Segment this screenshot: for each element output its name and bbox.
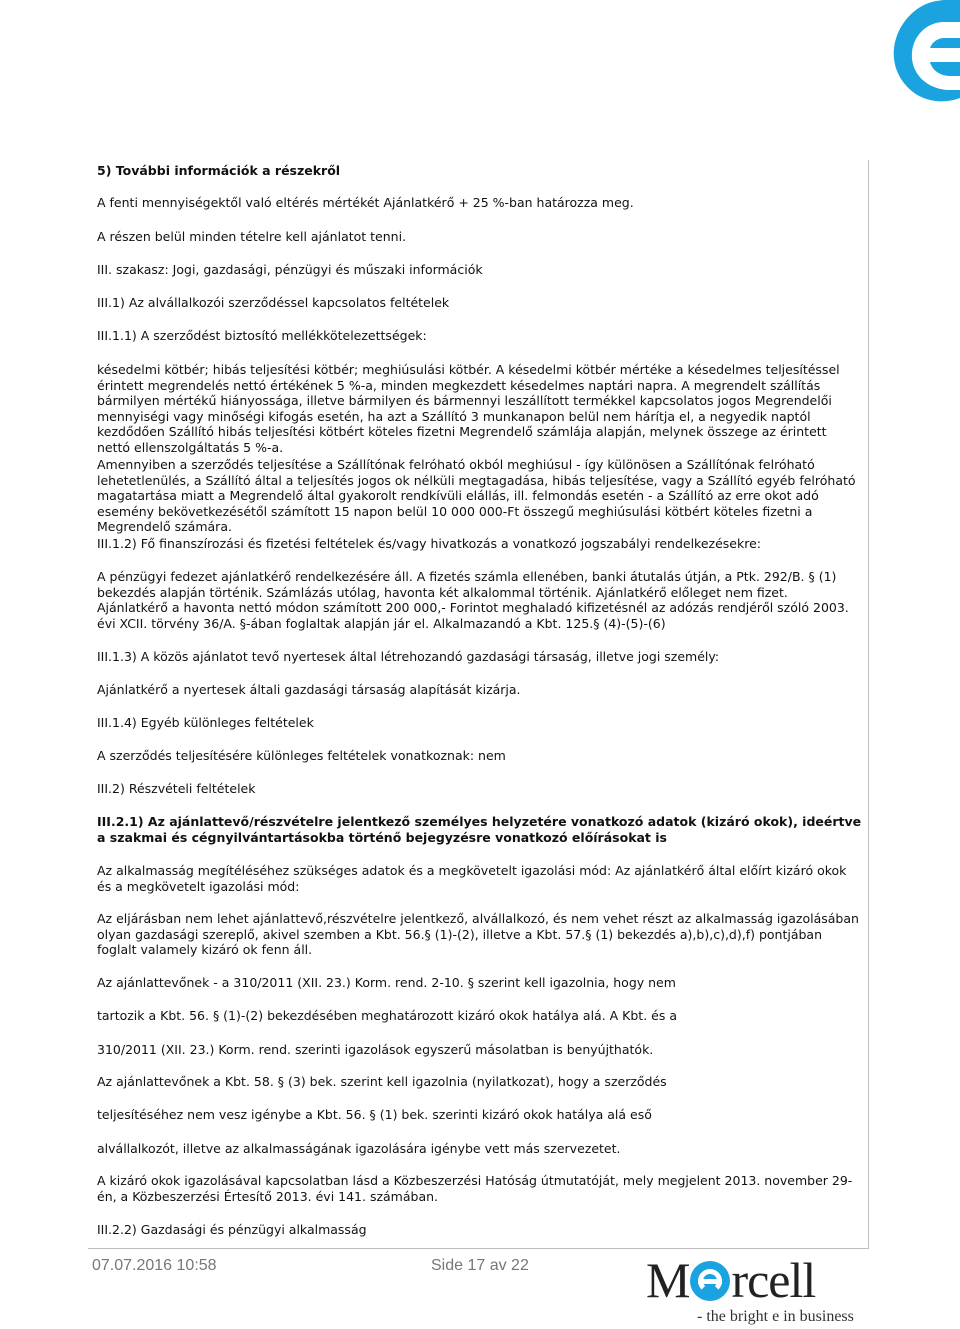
paragraph: Az alkalmasság megítéléséhez szükséges adatok és a megkövetelt igazolási mód: Az ajánlatkérő által előírt kizáró okok és a megkövetelt igazolási mód:	[97, 863, 847, 894]
paragraph: III.2) Részvételi feltételek	[97, 781, 256, 796]
paragraph: III.2.2) Gazdasági és pénzügyi alkalmasság	[97, 1222, 367, 1237]
company-logo-icon	[840, 0, 960, 110]
paragraph: III.1) Az alvállalkozói szerződéssel kapcsolatos feltételek	[97, 295, 450, 310]
paragraph: A szerződés teljesítésére különleges feltételek vonatkoznak: nem	[97, 748, 506, 763]
paragraph: III.1.2) Fő finanszírozási és fizetési feltételek és/vagy hivatkozás a vonatkozó jogszabályi rendelkezésekre:	[97, 536, 762, 551]
paragraph: teljesítéséhez nem vesz igénybe a Kbt. 56. § (1) bek. szerinti kizáró okok hatálya alá eső	[97, 1107, 652, 1122]
paragraph: Az eljárásban nem lehet ajánlattevő,részvételre jelentkező, alvállalkozó, és nem vehet részt az alkalmasság igazolásában olyan gazdasági szereplő, akivel szemben a Kbt. 56.§ (1)-(2), illetve a Kbt. 57.§ (1) bekezdés a),b),c),d),f) pontjában foglalt valamely kizáró ok fenn áll.	[97, 911, 859, 957]
paragraph: 5) További információk a részekről	[97, 163, 341, 178]
paragraph: III.1.1) A szerződést biztosító mellékkötelezettségek:	[97, 328, 427, 343]
footer-page-number: Side 17 av 22	[431, 1257, 529, 1274]
paragraph: III. szakasz: Jogi, gazdasági, pénzügyi és műszaki információk	[97, 262, 483, 277]
paragraph: Az ajánlattevőnek - a 310/2011 (XII. 23.) Korm. rend. 2-10. § szerint kell igazolnia, hogy nem	[97, 975, 676, 990]
paragraph: A fenti mennyiségektől való eltérés mértékét Ajánlatkérő + 25 %-ban határozza meg.	[97, 195, 634, 210]
paragraph: késedelmi kötbér; hibás teljesítési kötbér; meghiúsulási kötbér. A késedelmi kötbér mértéke a késedelmes teljesítéssel érintett megrendelés nettó értékének 5 %-a, minden megkezdett késedelmes naptári napra. A megrendelt szállítás bármilyen mértékű hiányossága, illetve bármilyen és bármennyi leszállított termékkel kapcsolatos jogos Megrendelői mennyiségi vagy minőségi kifogás esetén, ha azt a Szállító 3 munkanapon belül nem hárítja el, a negyedik naptól kezdődően Szállító hibás teljesítési kötbért köteles fizetni Megrendelő számlája alapján, melynek összege az érintett nettó ellenszolgáltatás 5 %-a.	[97, 362, 840, 455]
paragraph: III.1.3) A közös ajánlatot tevő nyertesek által létrehozandó gazdasági társaság, illetve jogi személy:	[97, 649, 720, 664]
footer-date: 07.07.2016 10:58	[92, 1257, 217, 1274]
paragraph: Ajánlatkérő a nyertesek általi gazdasági társaság alapítását kizárja.	[97, 682, 521, 697]
paragraph: A kizáró okok igazolásával kapcsolatban lásd a Közbeszerzési Hatóság útmutatóját, mely megjelent 2013. november 29-én, a Közbeszerzési Értesítő 2013. évi 141. számában.	[97, 1173, 853, 1204]
brand-e-icon	[690, 1261, 730, 1301]
paragraph: Az ajánlattevőnek a Kbt. 58. § (3) bek. szerint kell igazolnia (nyilatkozat), hogy a szerződés	[97, 1074, 667, 1089]
brand-tagline: - the bright e in business	[697, 1308, 854, 1325]
brand-name: M rcell	[646, 1252, 816, 1308]
brand-logo	[640, 1252, 870, 1327]
paragraph: 310/2011 (XII. 23.) Korm. rend. szerinti igazolások egyszerű másolatban is benyújthatók.	[97, 1042, 654, 1057]
paragraph: Amennyiben a szerződés teljesítése a Szállítónak felróható okból meghiúsul - így különösen a Szállítónak felróható lehetetlenülés, a Szállító által a teljesítés jogos ok nélküli megtagadása, hibás teljesítése, vagy a Szállító egyéb felróható magatartása miatt a Megrendelő által gyakorolt rendkívüli elállás, ill. felmondás esetén - a Szállító az erre okot adó esemény bekövetkezésétől számított 15 napon belül 10 000 000-Ft összegű meghiúsulási kötbért köteles fizetni a Megrendelő számára.	[97, 457, 856, 534]
paragraph: A pénzügyi fedezet ajánlatkérő rendelkezésére áll. A fizetés számla ellenében, banki átutalás útján, a Ptk. 292/B. § (1) bekezdés alapján történik. Számlázás utólag, havonta két alkalommal történik. Ajánlatkérő előleget nem fizet. Ajánlatkérő a havonta nettó módon számított 200 000,- Forintot meghaladó kifizetésnél az adózás rendjéről szóló 2003. évi XCII. törvény 36/A. §-ában foglaltak alapján jár el. Alkalmazandó a Kbt. 125.§ (4)-(5)-(6)	[97, 569, 849, 631]
paragraph: III.2.1) Az ajánlattevő/részvételre jelentkező személyes helyzetére vonatkozó adatok (kizáró okok), ideértve a szakmai és cégnyilvántartásokba történő bejegyzésre vonatkozó előírásokat is	[97, 814, 862, 845]
paragraph: A részen belül minden tételre kell ajánlatot tenni.	[97, 229, 407, 244]
paragraph: tartozik a Kbt. 56. § (1)-(2) bekezdésében meghatározott kizáró okok hatálya alá. A Kbt. és a	[97, 1008, 677, 1023]
paragraph: alvállalkozót, illetve az alkalmasságának igazolására igénybe vett más szervezetet.	[97, 1141, 621, 1156]
paragraph: III.1.4) Egyéb különleges feltételek	[97, 715, 314, 730]
